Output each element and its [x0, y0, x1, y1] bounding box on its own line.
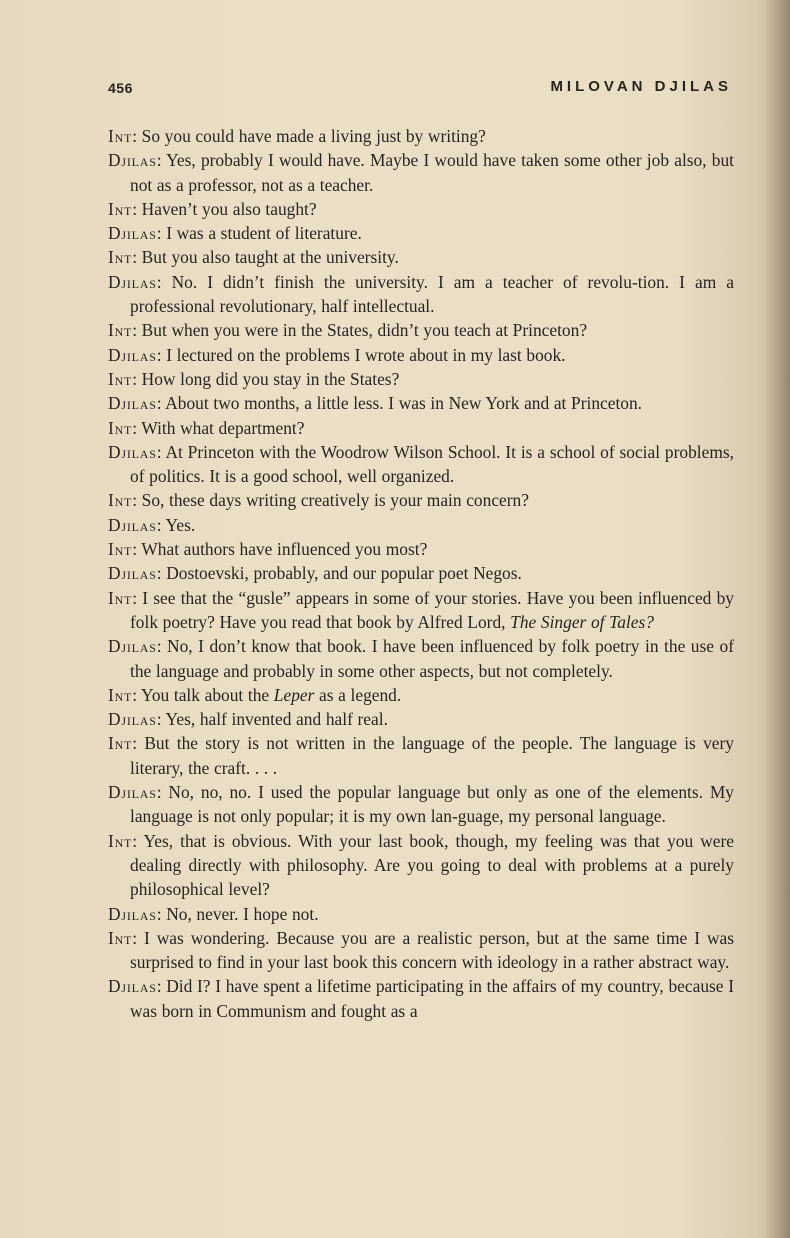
dialogue-turn: Int: I was wondering. Because you are a realistic person, but at the same time I was surprised to find in your last book this concern with ideology in a rather abstract way. [108, 927, 734, 973]
speech-text: Yes, half invented and half real. [165, 709, 388, 730]
speech-text: No, no, no. I used the popular language but only as one of the elements. My language is not only popular; it is my own lan-guage, my personal language. [130, 782, 734, 827]
dialogue-turn: Int: So, these days writing creatively is your main concern? [108, 490, 529, 511]
italic-title: Leper [273, 684, 315, 705]
speech-text: I lectured on the problems I wrote about in my last book. [166, 344, 566, 365]
dialogue-turn: Int: How long did you stay in the States? [108, 368, 400, 389]
dialogue-turn: Int: But the story is not written in the language of the people. The language is very literary, the craft. . . . [108, 733, 735, 778]
speaker-label: Djilas [108, 514, 157, 535]
speaker-label: Djilas [108, 271, 157, 292]
speech-text: You talk about the [141, 684, 274, 705]
speaker-label: Djilas [108, 344, 157, 365]
speaker-label: Djilas [108, 393, 157, 414]
speech-text: Yes. [165, 514, 196, 535]
speech-text: Did I? I have spent a lifetime participating in the affairs of my country, because I was born in Communism and fought as a [130, 976, 734, 1021]
dialogue-turn: Djilas: Yes, probably I would have. Maybe I would have taken some other job also, but not as a professor, not as a teacher. [108, 150, 734, 195]
speaker-label: Int [108, 490, 133, 511]
speaker-label: Int [108, 684, 133, 705]
speech-text: I was wondering. Because you are a realistic person, but at the same time I was surprised to find in your last book this concern with ideology in a rather abstract way. [130, 927, 734, 973]
speaker-label: Int [108, 733, 133, 754]
speaker-label: Int [108, 927, 133, 948]
speaker-label: Int [108, 320, 133, 341]
dialogue-turn: Int: What authors have influenced you most? [108, 539, 428, 560]
dialogue-turn: Djilas: I was a student of literature. [108, 223, 362, 244]
speaker-label: Djilas [108, 223, 157, 244]
speaker-label: Djilas [108, 709, 157, 730]
speech-text: So, these days writing creatively is your main concern? [141, 490, 529, 511]
speech-text: But when you were in the States, didn’t you teach at Princeton? [141, 320, 588, 341]
dialogue-turn: Int: You talk about the Leper as a legend. [108, 684, 402, 705]
speaker-label: Int [108, 587, 133, 608]
dialogue-turn: Djilas: About two months, a little less. I was in New York and at Princeton. [108, 393, 643, 414]
speech-text: But you also taught at the university. [141, 247, 399, 268]
dialogue-turn: Int: Haven’t you also taught? [108, 198, 317, 219]
dialogue-turn: Djilas: I lectured on the problems I wrote about in my last book. [108, 344, 566, 365]
speaker-label: Int [108, 368, 133, 389]
speaker-label: Djilas [108, 903, 157, 924]
speaker-label: Int [108, 126, 133, 146]
speaker-label: Int [108, 830, 133, 851]
speech-text: Yes, that is obvious. With your last book, though, my feeling was that you were dealing directly with philosophy. Are you going to deal with problems at a purely philosophical level? [130, 830, 734, 900]
page-gutter-shadow [764, 0, 790, 1238]
speaker-label: Djilas [108, 976, 157, 997]
speaker-label: Djilas [108, 150, 157, 171]
speech-text: At Princeton with the Woodrow Wilson School. It is a school of social problems, of politics. It is a good school, well organized. [130, 441, 734, 487]
dialogue-turn: Djilas: No, never. I hope not. [108, 903, 319, 924]
speech-text: About two months, a little less. I was in New York and at Princeton. [165, 393, 643, 414]
speaker-label: Int [108, 198, 133, 219]
speech-text: But the story is not written in the language of the people. The language is very literary, the craft. . . . [130, 733, 735, 778]
dialogue-turn: Int: So you could have made a living just by writing? [108, 126, 486, 146]
speech-text: No, I don’t know that book. I have been influenced by folk poetry in the use of the language and probably in some other aspects, but not completely. [130, 636, 734, 681]
speaker-label: Int [108, 539, 133, 560]
speech-text: With what department? [141, 417, 305, 438]
italic-title: The Singer of Tales? [510, 611, 654, 632]
dialogue-turn: Djilas: No, no, no. I used the popular language but only as one of the elements. My language is not only popular; it is my own lan-guage, my personal language. [108, 782, 734, 827]
page-header [108, 78, 732, 102]
dialogue-turn: Djilas: Yes. [108, 514, 196, 535]
speaker-label: Djilas [108, 563, 157, 584]
speech-text: Dostoevski, probably, and our popular poet Negos. [166, 563, 522, 584]
speech-text: No, never. I hope not. [166, 903, 319, 924]
dialogue-turn: Djilas: Yes, half invented and half real. [108, 709, 388, 730]
speaker-label: Int [108, 247, 133, 268]
dialogue-turn: Djilas: Dostoevski, probably, and our popular poet Negos. [108, 563, 522, 584]
speech-text: What authors have influenced you most? [141, 539, 428, 560]
dialogue-turn: Djilas: At Princeton with the Woodrow Wilson School. It is a school of social problems, of politics. It is a good school, well organized. [108, 441, 734, 487]
interview-text [108, 124, 734, 1023]
speaker-label: Djilas [108, 782, 157, 803]
page-number: 456 [108, 80, 133, 96]
dialogue-turn: Djilas: No. I didn’t finish the university. I am a teacher of revolu-tion. I am a professional revolutionary, half intellectual. [108, 271, 734, 317]
dialogue-turn: Int: But when you were in the States, didn’t you teach at Princeton? [108, 320, 588, 341]
speech-text: Haven’t you also taught? [141, 198, 317, 219]
speech-text: How long did you stay in the States? [141, 368, 400, 389]
speaker-label: Djilas [108, 636, 157, 657]
dialogue-turn: Djilas: No, I don’t know that book. I have been influenced by folk poetry in the use of the language and probably in some other aspects, but not completely. [108, 636, 734, 681]
speech-text: as a legend. [314, 684, 402, 705]
speech-text: No. I didn’t finish the university. I am a teacher of revolu-tion. I am a professional revolutionary, half intellectual. [130, 271, 734, 317]
speech-text: Yes, probably I would have. Maybe I would have taken some other job also, but not as a professor, not as a teacher. [130, 150, 734, 195]
dialogue-turn: Int: With what department? [108, 417, 305, 438]
dialogue-turn: Djilas: Did I? I have spent a lifetime participating in the affairs of my country, because I was born in Communism and fought as a [108, 976, 734, 1021]
dialogue-turn: Int: I see that the “gusle” appears in some of your stories. Have you been influenced by folk poetry? Have you read that book by Alfred Lord, The Singer of Tales? [108, 587, 734, 632]
speech-text: I was a student of literature. [166, 223, 362, 244]
dialogue-turn: Int: Yes, that is obvious. With your last book, though, my feeling was that you were dealing directly with philosophy. Are you going to deal with problems at a purely philosophical level? [108, 830, 734, 900]
speaker-label: Djilas [108, 441, 157, 462]
speaker-label: Int [108, 417, 133, 438]
speech-text: I see that the “gusle” appears in some of your stories. Have you been influenced by folk poetry? Have you read that book by Alfred Lord, [130, 587, 734, 632]
speech-text: So you could have made a living just by writing? [141, 126, 486, 146]
dialogue-turn: Int: But you also taught at the university. [108, 247, 399, 268]
running-head: MILOVAN DJILAS [550, 78, 732, 95]
